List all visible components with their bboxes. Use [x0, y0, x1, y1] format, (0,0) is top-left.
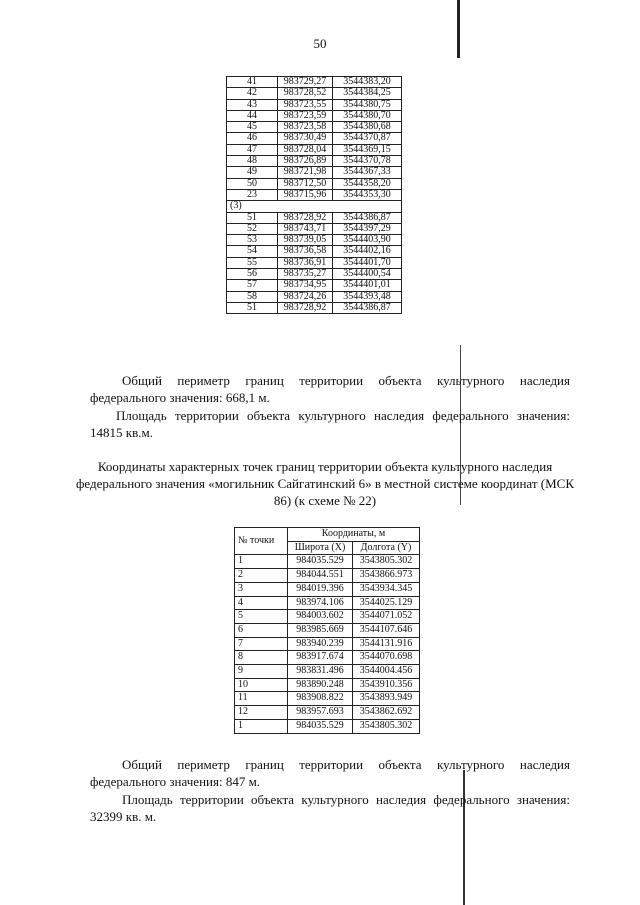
point-number-cell: 57 — [227, 280, 278, 291]
longitude-cell: 3544107.646 — [353, 623, 420, 637]
latitude-cell: 983739,05 — [278, 235, 333, 246]
table-row — [235, 637, 420, 651]
point-number-cell: 23 — [227, 189, 278, 200]
table-row — [235, 692, 420, 706]
point-number-cell: 51 — [227, 302, 278, 313]
point-number-cell: 46 — [227, 133, 278, 144]
point-number-cell: 8 — [235, 651, 288, 665]
table-row — [235, 582, 420, 596]
point-number-cell: 9 — [235, 665, 288, 679]
header-point-number: № точки — [235, 528, 288, 555]
longitude-cell: 3543805.302 — [353, 555, 420, 569]
point-number-cell: 50 — [227, 178, 278, 189]
latitude-cell: 984003.602 — [288, 610, 353, 624]
coordinates-heading: Координаты характерных точек границ территории объекта культурного наследия федерального значения «могильник Сайгатинский 6» в местной системе координат (МСК 86) (к схеме № 22) — [75, 459, 574, 508]
longitude-cell: 3544131.916 — [353, 637, 420, 651]
header-coordinates: Координаты, м — [288, 528, 420, 542]
table-row — [227, 167, 402, 178]
table-row — [227, 246, 402, 257]
point-number-cell: 11 — [235, 692, 288, 706]
table-row — [235, 651, 420, 665]
table-row — [227, 291, 402, 302]
point-number-cell: 51 — [227, 212, 278, 223]
point-number-cell: 2 — [235, 569, 288, 583]
point-number-cell: 7 — [235, 637, 288, 651]
longitude-cell: 3543805.302 — [353, 719, 420, 733]
point-number-cell: 58 — [227, 291, 278, 302]
point-number-cell: 4 — [235, 596, 288, 610]
longitude-cell: 3544380,68 — [333, 122, 402, 133]
point-number-cell: 45 — [227, 122, 278, 133]
table-row — [227, 133, 402, 144]
table-row — [227, 302, 402, 313]
longitude-cell: 3544383,20 — [333, 77, 402, 88]
longitude-cell: 3544393,48 — [333, 291, 402, 302]
longitude-cell: 3544380,70 — [333, 110, 402, 121]
header-latitude: Широта (X) — [288, 541, 353, 555]
latitude-cell: 983917.674 — [288, 651, 353, 665]
table-row — [235, 610, 420, 624]
latitude-cell: 984019.396 — [288, 582, 353, 596]
latitude-cell: 984035.529 — [288, 555, 353, 569]
point-number-cell: 52 — [227, 223, 278, 234]
table-row — [227, 88, 402, 99]
coordinates-table-saygatinsky-6 — [234, 527, 420, 734]
perimeter-paragraph-2: Общий периметр границ территории объекта культурного наследия федерального значения: 847 м. — [90, 757, 570, 789]
latitude-cell: 983726,89 — [278, 156, 333, 167]
longitude-cell: 3544400,54 — [333, 269, 402, 280]
point-number-cell: 6 — [235, 623, 288, 637]
perimeter-paragraph-1: Общий периметр границ территории объекта культурного наследия федерального значения: 668,1 м. — [90, 373, 570, 405]
latitude-cell: 983831.496 — [288, 665, 353, 679]
point-number-cell: 56 — [227, 269, 278, 280]
longitude-cell: 3544071.052 — [353, 610, 420, 624]
table-row — [227, 235, 402, 246]
latitude-cell: 983734,95 — [278, 280, 333, 291]
latitude-cell: 984044.551 — [288, 569, 353, 583]
table-row — [227, 178, 402, 189]
table-row — [235, 569, 420, 583]
table-row — [235, 555, 420, 569]
latitude-cell: 983957.693 — [288, 706, 353, 720]
longitude-cell: 3543934.345 — [353, 582, 420, 596]
point-number-cell: 53 — [227, 235, 278, 246]
scan-edge-line — [457, 0, 460, 58]
longitude-cell: 3544386,87 — [333, 212, 402, 223]
table-row — [227, 269, 402, 280]
longitude-cell: 3544358,20 — [333, 178, 402, 189]
longitude-cell: 3544370,78 — [333, 156, 402, 167]
point-number-cell: 10 — [235, 678, 288, 692]
table-row — [227, 144, 402, 155]
latitude-cell: 983940.239 — [288, 637, 353, 651]
point-number-cell: 54 — [227, 246, 278, 257]
longitude-cell: 3544397,29 — [333, 223, 402, 234]
latitude-cell: 983723,58 — [278, 122, 333, 133]
table-row — [227, 212, 402, 223]
latitude-cell: 983730,49 — [278, 133, 333, 144]
point-number-cell: 1 — [235, 719, 288, 733]
latitude-cell: 983728,52 — [278, 88, 333, 99]
table-row — [235, 678, 420, 692]
latitude-cell: 983735,27 — [278, 269, 333, 280]
group-label-cell: (3) — [227, 201, 402, 212]
table-row — [227, 110, 402, 121]
latitude-cell: 983728,04 — [278, 144, 333, 155]
table-row — [227, 99, 402, 110]
point-number-cell: 12 — [235, 706, 288, 720]
latitude-cell: 983723,59 — [278, 110, 333, 121]
table-row — [227, 280, 402, 291]
point-number-cell: 41 — [227, 77, 278, 88]
table-row — [227, 77, 402, 88]
point-number-cell: 43 — [227, 99, 278, 110]
longitude-cell: 3543866.973 — [353, 569, 420, 583]
area-paragraph-2: Площадь территории объекта культурного наследия федерального значения: 32399 кв. м. — [90, 792, 570, 824]
longitude-cell: 3544401,01 — [333, 280, 402, 291]
longitude-cell: 3544370,87 — [333, 133, 402, 144]
longitude-cell: 3544353,30 — [333, 189, 402, 200]
longitude-cell: 3544367,33 — [333, 167, 402, 178]
table-row — [235, 665, 420, 679]
latitude-cell: 983724,26 — [278, 291, 333, 302]
point-number-cell: 44 — [227, 110, 278, 121]
longitude-cell: 3544402,16 — [333, 246, 402, 257]
longitude-cell: 3544403,90 — [333, 235, 402, 246]
longitude-cell: 3544401,70 — [333, 257, 402, 268]
table-row — [235, 719, 420, 733]
point-number-cell: 42 — [227, 88, 278, 99]
latitude-cell: 983728,92 — [278, 212, 333, 223]
point-number-cell: 1 — [235, 555, 288, 569]
longitude-cell: 3543893.949 — [353, 692, 420, 706]
area-paragraph-1: Площадь территории объекта культурного наследия федерального значения: 14815 кв.м. — [90, 408, 570, 440]
longitude-cell: 3544384,25 — [333, 88, 402, 99]
header-longitude: Долгота (Y) — [353, 541, 420, 555]
latitude-cell: 983890.248 — [288, 678, 353, 692]
point-number-cell: 49 — [227, 167, 278, 178]
latitude-cell: 983729,27 — [278, 77, 333, 88]
longitude-cell: 3543862.692 — [353, 706, 420, 720]
table-row — [227, 201, 402, 212]
coordinates-table-continued — [226, 76, 402, 314]
table-row — [227, 223, 402, 234]
table-row — [227, 257, 402, 268]
table-row — [235, 623, 420, 637]
latitude-cell: 983985.669 — [288, 623, 353, 637]
page-number: 50 — [313, 36, 327, 51]
table-header-row — [235, 528, 420, 542]
point-number-cell: 48 — [227, 156, 278, 167]
latitude-cell: 983743,71 — [278, 223, 333, 234]
latitude-cell: 983715,96 — [278, 189, 333, 200]
longitude-cell: 3544070.698 — [353, 651, 420, 665]
table-row — [235, 706, 420, 720]
point-number-cell: 47 — [227, 144, 278, 155]
longitude-cell: 3544380,75 — [333, 99, 402, 110]
latitude-cell: 983712,50 — [278, 178, 333, 189]
longitude-cell: 3544386,87 — [333, 302, 402, 313]
table-row — [227, 156, 402, 167]
point-number-cell: 5 — [235, 610, 288, 624]
latitude-cell: 983736,91 — [278, 257, 333, 268]
table-row — [227, 189, 402, 200]
latitude-cell: 983721,98 — [278, 167, 333, 178]
latitude-cell: 983723,55 — [278, 99, 333, 110]
longitude-cell: 3543910.356 — [353, 678, 420, 692]
point-number-cell: 55 — [227, 257, 278, 268]
point-number-cell: 3 — [235, 582, 288, 596]
latitude-cell: 983974.106 — [288, 596, 353, 610]
longitude-cell: 3544004.456 — [353, 665, 420, 679]
latitude-cell: 983728,92 — [278, 302, 333, 313]
longitude-cell: 3544025.129 — [353, 596, 420, 610]
longitude-cell: 3544369,15 — [333, 144, 402, 155]
latitude-cell: 983908.822 — [288, 692, 353, 706]
latitude-cell: 984035.529 — [288, 719, 353, 733]
latitude-cell: 983736,58 — [278, 246, 333, 257]
table-row — [235, 596, 420, 610]
table-row — [227, 122, 402, 133]
